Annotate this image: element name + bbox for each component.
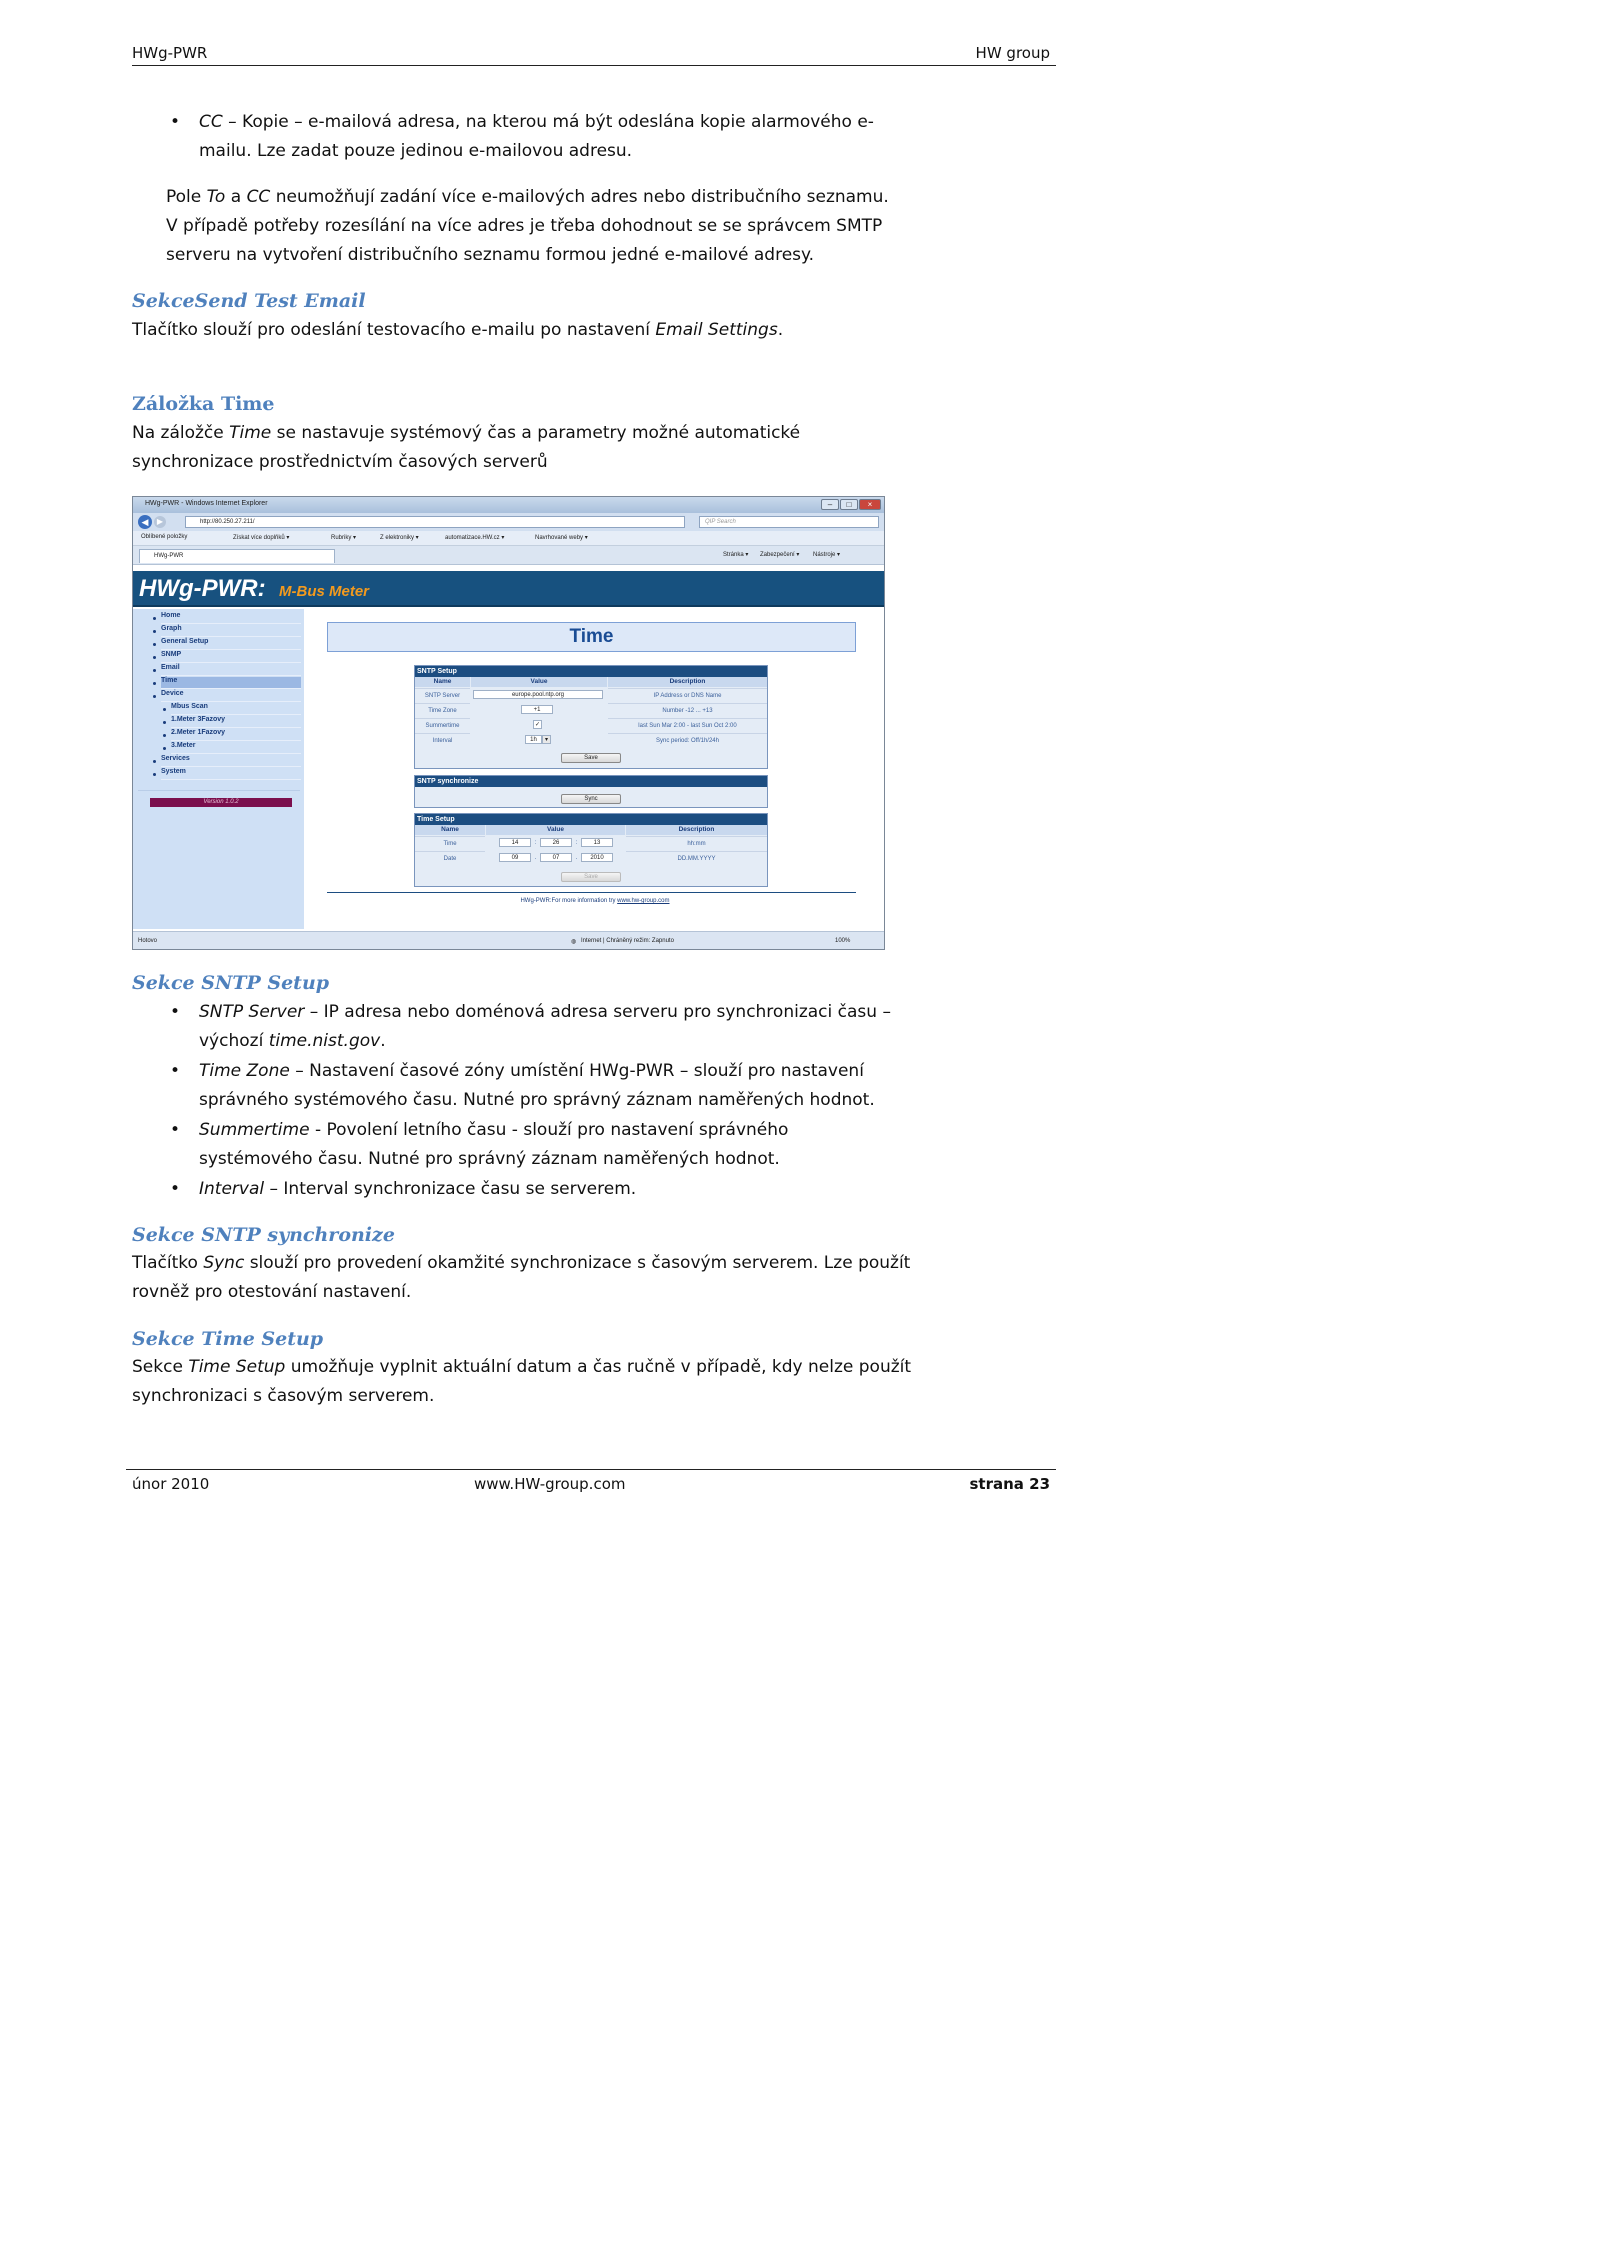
search-input[interactable]: QIP Search [699, 516, 879, 528]
row-name: Time [415, 836, 485, 850]
sidebar-divider [138, 790, 300, 791]
nav-bullet [153, 643, 156, 646]
summertime-checkbox[interactable]: ✓ [534, 722, 541, 728]
header-company: HW group [975, 44, 1050, 62]
bullet-dot: • [170, 1061, 181, 1081]
banner-title: HWg-PWR: [139, 575, 266, 602]
sntp-server-bullet-l2: výchozí time.nist.gov. [199, 1031, 386, 1051]
nav-device[interactable]: Device [161, 690, 301, 702]
page-title: Time [327, 622, 856, 652]
favorites-item[interactable]: automatizace.HW.cz ▾ [445, 535, 505, 541]
time-setup-line2: synchronizaci s časovým serverem. [132, 1386, 435, 1406]
nav-bullet [153, 682, 156, 685]
panel-header: SNTP Setup [415, 666, 767, 677]
panel-header: Time Setup [415, 814, 767, 825]
command-security[interactable]: Zabezpečení ▾ [760, 552, 800, 558]
footer-website: www.HW-group.com [474, 1475, 626, 1493]
col-header: Value [486, 825, 625, 835]
status-bar [133, 931, 884, 950]
send-test-text: Tlačítko slouží pro odeslání testovacího e-mailu po nastavení Email Settings. [132, 320, 784, 340]
heading-sntp-synchronize: Sekce SNTP synchronize [132, 1224, 395, 1246]
interval-select[interactable]: 1h [525, 735, 542, 744]
heading-send-test-email: SekceSend Test Email [132, 290, 366, 312]
nav-home[interactable]: Home [161, 612, 301, 624]
sntp-sync-line1: Tlačítko Sync slouží pro provedení okamžité synchronizace s časovým serverem. Lze použít [132, 1253, 911, 1273]
col-header: Name [415, 677, 470, 687]
nav-meter-2[interactable]: 2.Meter 1Fazovy [171, 729, 301, 741]
nav-meter-3[interactable]: 3.Meter [171, 742, 301, 754]
date-separator: . [534, 855, 537, 861]
time-separator: : [575, 840, 578, 846]
row-desc: last Sun Mar 2:00 - last Sun Oct 2:00 [608, 718, 767, 732]
globe-icon: ◍ [571, 939, 577, 945]
browser-tab[interactable]: HWg-PWR [139, 549, 335, 563]
nav-bullet [163, 708, 166, 711]
nav-snmp[interactable]: SNMP [161, 651, 301, 663]
time-zone-bullet: Time Zone – Nastavení časové zóny umístění HWg-PWR – slouží pro nastavení [199, 1061, 864, 1081]
favorites-item[interactable]: Navrhované weby ▾ [535, 535, 588, 541]
app-banner [133, 571, 884, 607]
browser-title-bar [133, 497, 884, 513]
nav-email[interactable]: Email [161, 664, 301, 676]
nav-bullet [153, 695, 156, 698]
hour-input[interactable]: 14 [499, 838, 531, 847]
favorites-item[interactable]: Získat více doplňků ▾ [233, 535, 290, 541]
sidebar-nav [133, 609, 304, 929]
nav-graph[interactable]: Graph [161, 625, 301, 637]
pole-line3: serveru na vytvoření distribučního seznamu formou jedné e-mailové adresy. [166, 245, 815, 265]
sntp-sync-panel [414, 775, 768, 808]
nav-bullet [153, 630, 156, 633]
nav-general-setup[interactable]: General Setup [161, 638, 301, 650]
url-field[interactable]: http://80.250.27.211/ [185, 516, 685, 528]
close-icon[interactable]: × [859, 499, 881, 510]
day-input[interactable]: 09 [499, 853, 531, 862]
time-setup-line1: Sekce Time Setup umožňuje vyplnit aktuální datum a čas ručně v případě, kdy nelze použít [132, 1357, 912, 1377]
col-header: Description [608, 677, 767, 687]
nav-bullet [153, 760, 156, 763]
row-name: SNTP Server [415, 688, 470, 702]
favorites-item[interactable]: Oblíbené položky [141, 534, 188, 540]
nav-bullet [153, 773, 156, 776]
nav-bullet [163, 747, 166, 750]
back-icon[interactable]: ◀ [138, 515, 152, 529]
favorites-bar [133, 531, 884, 546]
nav-time[interactable]: Time [161, 677, 301, 689]
tab-bar [133, 546, 884, 565]
summertime-bullet-l2: systémového času. Nutné pro správný záznam naměřených hodnot. [199, 1149, 780, 1169]
col-header: Name [415, 825, 485, 835]
content-divider [327, 892, 856, 893]
nav-bullet [163, 734, 166, 737]
browser-screenshot [132, 496, 885, 950]
pole-line1: Pole To a CC neumožňují zadání více e-mailových adres nebo distribučního seznamu. [166, 187, 889, 207]
minimize-icon[interactable]: – [821, 499, 839, 510]
row-name: Interval [415, 733, 470, 747]
nav-bullet [153, 617, 156, 620]
main-content [304, 609, 885, 929]
footer-link[interactable]: www.hw-group.com [617, 898, 670, 904]
cc-bullet-line2: mailu. Lze zadat pouze jedinou e-mailovou adresu. [199, 141, 633, 161]
sntp-sync-line2: rovněž pro otestování nastavení. [132, 1282, 412, 1302]
nav-meter-1[interactable]: 1.Meter 3Fazovy [171, 716, 301, 728]
nav-mbus-scan[interactable]: Mbus Scan [171, 703, 301, 715]
bullet-dot: • [170, 1002, 181, 1022]
time-separator: : [534, 840, 537, 846]
zone-text: Internet | Chráněný režim: Zapnuto [581, 938, 674, 944]
minute-input[interactable]: 26 [540, 838, 572, 847]
nav-bullet [163, 721, 166, 724]
nav-system[interactable]: System [161, 768, 301, 780]
pole-line2: V případě potřeby rozesílání na více adres je třeba dohodnout se se správcem SMTP [166, 216, 883, 236]
nav-bullet [153, 656, 156, 659]
window-title: HWg-PWR - Windows Internet Explorer [145, 500, 268, 507]
row-desc: Number -12 ... +13 [608, 703, 767, 717]
banner-subtitle: M-Bus Meter [279, 583, 370, 600]
sntp-server-input[interactable]: europe.pool.ntp.org [473, 690, 603, 699]
heading-time-tab: Záložka Time [132, 393, 275, 415]
date-separator: . [575, 855, 578, 861]
address-bar [133, 513, 884, 531]
time-tab-line1: Na záložče Time se nastavuje systémový čas a parametry možné automatické [132, 423, 801, 443]
row-desc: IP Address or DNS Name [608, 688, 767, 702]
time-zone-bullet-l2: správného systémového času. Nutné pro správný záznam naměřených hodnot. [199, 1090, 875, 1110]
page-header [132, 44, 1056, 66]
footer-info: HWg-PWR:For more information try www.hw-group.com [520, 898, 670, 904]
nav-services[interactable]: Services [161, 755, 301, 767]
maximize-icon[interactable]: □ [840, 499, 858, 510]
zoom-level[interactable]: 100% [835, 938, 851, 944]
page-footer [126, 1469, 1056, 1493]
heading-time-setup: Sekce Time Setup [132, 1328, 324, 1350]
row-desc: hh:mm [626, 836, 767, 850]
bullet-dot: • [170, 112, 181, 132]
sync-button[interactable]: Sync [561, 794, 621, 804]
favorites-item[interactable]: Rubriky ▾ [331, 535, 357, 541]
sntp-setup-panel [414, 665, 768, 769]
second-input[interactable]: 13 [581, 838, 613, 847]
bullet-dot: • [170, 1120, 181, 1140]
year-input[interactable]: 2010 [581, 853, 613, 862]
forward-icon[interactable]: ▶ [154, 516, 166, 528]
time-save-button[interactable]: Save [561, 872, 621, 882]
interval-bullet: Interval – Interval synchronizace času se serverem. [199, 1179, 637, 1199]
command-tools[interactable]: Nástroje ▾ [813, 552, 841, 558]
time-zone-input[interactable]: +1 [521, 705, 553, 714]
status-text: Hotovo [138, 938, 158, 944]
col-header: Value [471, 677, 607, 687]
chevron-down-icon[interactable]: ▾ [542, 735, 551, 744]
row-name: Date [415, 851, 485, 865]
col-header: Description [626, 825, 767, 835]
month-input[interactable]: 07 [540, 853, 572, 862]
time-tab-line2: synchronizace prostřednictvím časových serverů [132, 452, 548, 472]
command-page[interactable]: Stránka ▾ [723, 552, 749, 558]
header-doc-title: HWg-PWR [132, 44, 208, 62]
footer-date: únor 2010 [132, 1475, 210, 1493]
footer-page-number: strana 23 [969, 1475, 1050, 1493]
heading-sntp-setup: Sekce SNTP Setup [132, 972, 330, 994]
nav-bullet [153, 669, 156, 672]
time-setup-panel [414, 813, 768, 887]
row-desc: DD.MM.YYYY [626, 851, 767, 865]
version-badge: Version 1.0.2 [150, 798, 292, 807]
bullet-dot: • [170, 1179, 181, 1199]
row-name: Summertime [415, 718, 470, 732]
favorites-item[interactable]: Z elektroniky ▾ [380, 535, 419, 541]
row-name: Time Zone [415, 703, 470, 717]
row-desc: Sync period: Off/1h/24h [608, 733, 767, 747]
sntp-server-bullet: SNTP Server – IP adresa nebo doménová adresa serveru pro synchronizaci času – [199, 1002, 891, 1022]
summertime-bullet: Summertime - Povolení letního času - slouží pro nastavení správného [199, 1120, 789, 1140]
panel-header: SNTP synchronize [415, 776, 767, 787]
cc-bullet-line1: CC – Kopie – e-mailová adresa, na kterou má být odeslána kopie alarmového e- [199, 112, 874, 132]
sntp-save-button[interactable]: Save [561, 753, 621, 763]
